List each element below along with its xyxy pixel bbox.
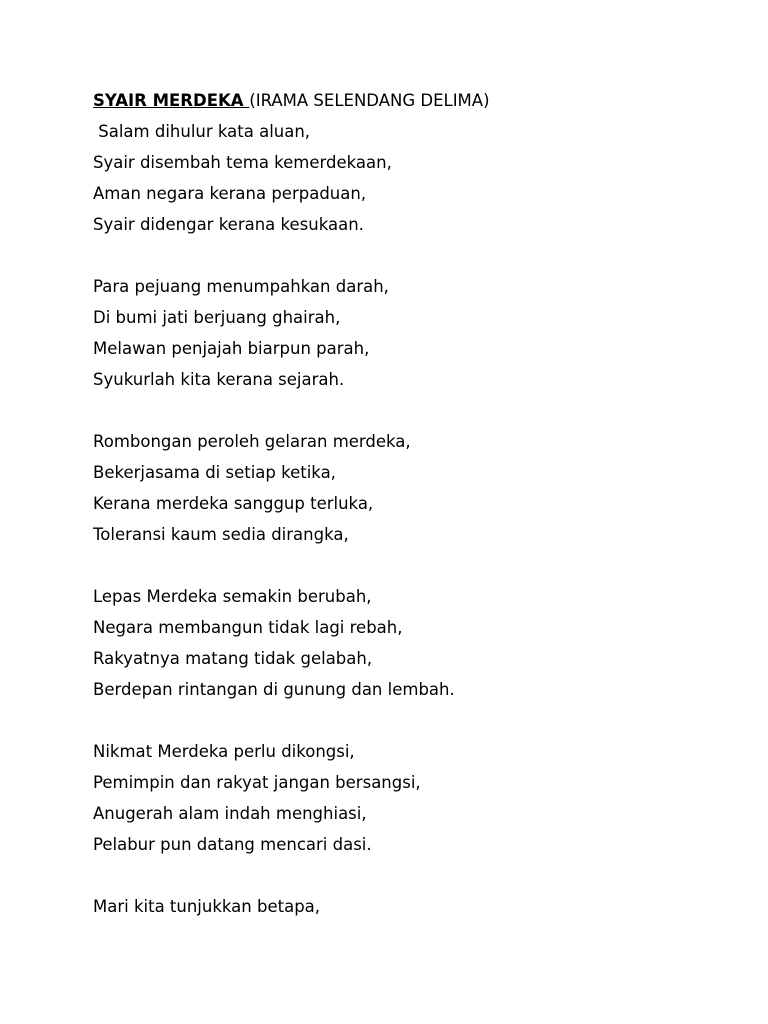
poem-line: Di bumi jati berjuang ghairah, [93, 308, 341, 327]
stanza-1 [93, 116, 713, 240]
poem-line: Toleransi kaum sedia dirangka, [93, 525, 349, 544]
poem-line: Negara membangun tidak lagi rebah, [93, 618, 403, 637]
poem-line: Pemimpin dan rakyat jangan bersangsi, [93, 773, 421, 792]
poem-line: Lepas Merdeka semakin berubah, [93, 587, 372, 606]
stanza-4 [93, 581, 713, 705]
stanza-3 [93, 426, 713, 550]
poem-line: Syukurlah kita kerana sejarah. [93, 370, 345, 389]
stanza-2 [93, 271, 713, 395]
poem-line: Para pejuang menumpahkan darah, [93, 277, 389, 296]
poem-title [93, 85, 713, 116]
poem-line: Aman negara kerana perpaduan, [93, 184, 367, 203]
poem-line: Mari kita tunjukkan betapa, [93, 897, 321, 916]
poem-line: Anugerah alam indah menghiasi, [93, 804, 367, 823]
poem-line: Berdepan rintangan di gunung dan lembah. [93, 680, 455, 699]
poem-line: Pelabur pun datang mencari dasi. [93, 835, 372, 854]
poem-line: Melawan penjajah biarpun parah, [93, 339, 370, 358]
stanza-6 [93, 891, 713, 922]
poem-line: Syair didengar kerana kesukaan. [93, 215, 364, 234]
poem-line: Rakyatnya matang tidak gelabah, [93, 649, 373, 668]
poem-line: Bekerjasama di setiap ketika, [93, 463, 336, 482]
poem-body [93, 85, 713, 953]
poem-line: Rombongan peroleh gelaran merdeka, [93, 432, 411, 451]
poem-line: Salam dihulur kata aluan, [93, 122, 311, 141]
stanza-5 [93, 736, 713, 860]
poem-line: Syair disembah tema kemerdekaan, [93, 153, 392, 172]
poem-title-main: SYAIR MERDEKA [93, 91, 250, 110]
poem-line: Kerana merdeka sanggup terluka, [93, 494, 374, 513]
poem-line: Nikmat Merdeka perlu dikongsi, [93, 742, 355, 761]
poem-title-subtitle: (IRAMA SELENDANG DELIMA) [249, 91, 490, 110]
